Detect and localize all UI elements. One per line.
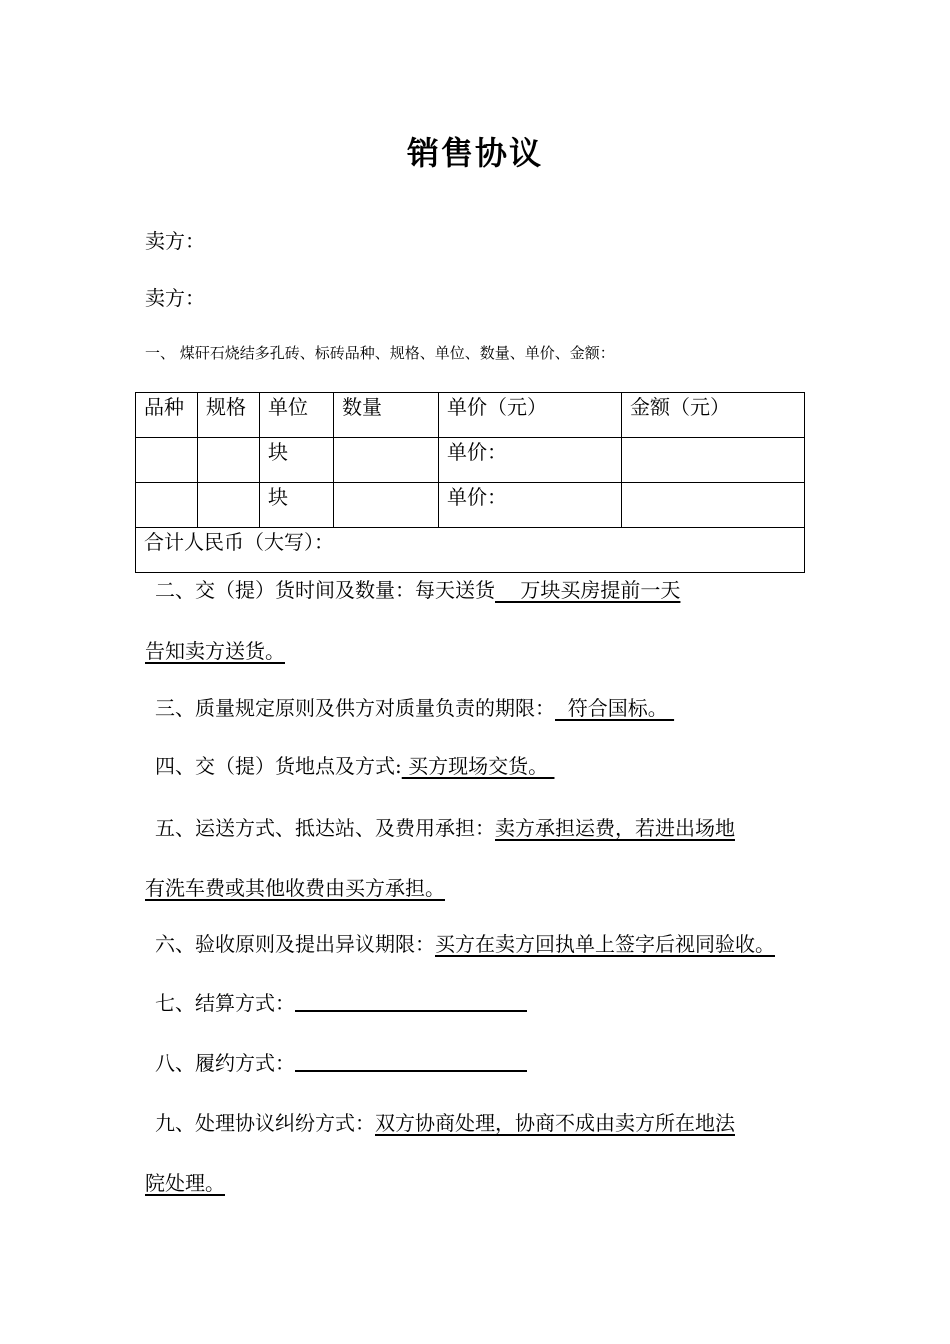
section-5-continued: [145, 872, 445, 901]
header-cell: 数量: [334, 393, 439, 438]
settlement-blank-line[interactable]: [295, 990, 527, 1012]
section-2-label: 二、交（提）货时间及数量：每天送货: [155, 578, 495, 602]
seller-line-1: 卖方：: [145, 229, 205, 253]
section-2: [155, 574, 680, 603]
section-3: [155, 692, 674, 721]
goods-table: [135, 392, 805, 573]
section-9-continued: [145, 1167, 225, 1196]
table-cell: 块: [260, 438, 334, 483]
header-cell: 规格: [198, 393, 260, 438]
document-title: 销售协议: [406, 134, 543, 172]
section-6: [155, 928, 775, 957]
seller-line-2: 卖方：: [145, 286, 205, 310]
section-6-value: 买方在卖方回执单上签字后视同验收。: [435, 932, 775, 956]
header-cell: 单位: [260, 393, 334, 438]
table-header-row: [136, 393, 805, 438]
table-cell[interactable]: [334, 438, 439, 483]
section-6-label: 六、验收原则及提出异议期限：: [155, 932, 435, 956]
section-8: [155, 1047, 527, 1076]
section-9: [155, 1107, 735, 1136]
section-8-label: 八、履约方式：: [155, 1051, 295, 1075]
table-cell[interactable]: [136, 438, 198, 483]
section-9-label: 九、处理协议纠纷方式：: [155, 1111, 375, 1135]
section-4: [155, 750, 554, 779]
table-cell[interactable]: [198, 483, 260, 528]
table-cell[interactable]: [622, 483, 805, 528]
section-9-value-continued: 院处理。: [145, 1171, 225, 1195]
table-row: [136, 483, 805, 528]
section-1-heading: 一、 煤矸石烧结多孔砖、标砖品种、规格、单位、数量、单价、金额：: [145, 344, 615, 362]
performance-blank-line[interactable]: [295, 1050, 527, 1072]
table-cell: 块: [260, 483, 334, 528]
section-3-value: 符合国标。: [555, 696, 675, 720]
section-4-label: 四、交（提）货地点及方式:: [155, 754, 402, 778]
section-7-label: 七、结算方式：: [155, 991, 295, 1015]
section-5-value: 卖方承担运费，若进出场地: [495, 816, 735, 840]
section-7: [155, 987, 527, 1016]
table-cell[interactable]: [198, 438, 260, 483]
table-cell[interactable]: [334, 483, 439, 528]
table-cell[interactable]: [622, 438, 805, 483]
section-2-continued: [145, 635, 285, 664]
total-amount-cell: 合计人民币（大写）：: [136, 528, 805, 573]
table-row: [136, 438, 805, 483]
header-cell: 金额（元）: [622, 393, 805, 438]
section-5-label: 五、运送方式、抵达站、及费用承担：: [155, 816, 495, 840]
table-total-row: [136, 528, 805, 573]
section-4-value: 买方现场交货。: [401, 754, 555, 778]
table-cell[interactable]: [136, 483, 198, 528]
table-cell: 单价：: [439, 483, 622, 528]
header-cell: 品种: [136, 393, 198, 438]
section-2-value-continued: 告知卖方送货。: [145, 639, 285, 663]
header-cell: 单价（元）: [439, 393, 622, 438]
section-9-value: 双方协商处理，协商不成由卖方所在地法: [375, 1111, 735, 1135]
section-2-value: 万块买房提前一天: [495, 578, 681, 602]
section-3-label: 三、质量规定原则及供方对质量负责的期限：: [155, 696, 555, 720]
section-5-value-continued: 有洗车费或其他收费由买方承担。: [145, 876, 445, 900]
section-5: [155, 812, 735, 841]
table-cell: 单价：: [439, 438, 622, 483]
